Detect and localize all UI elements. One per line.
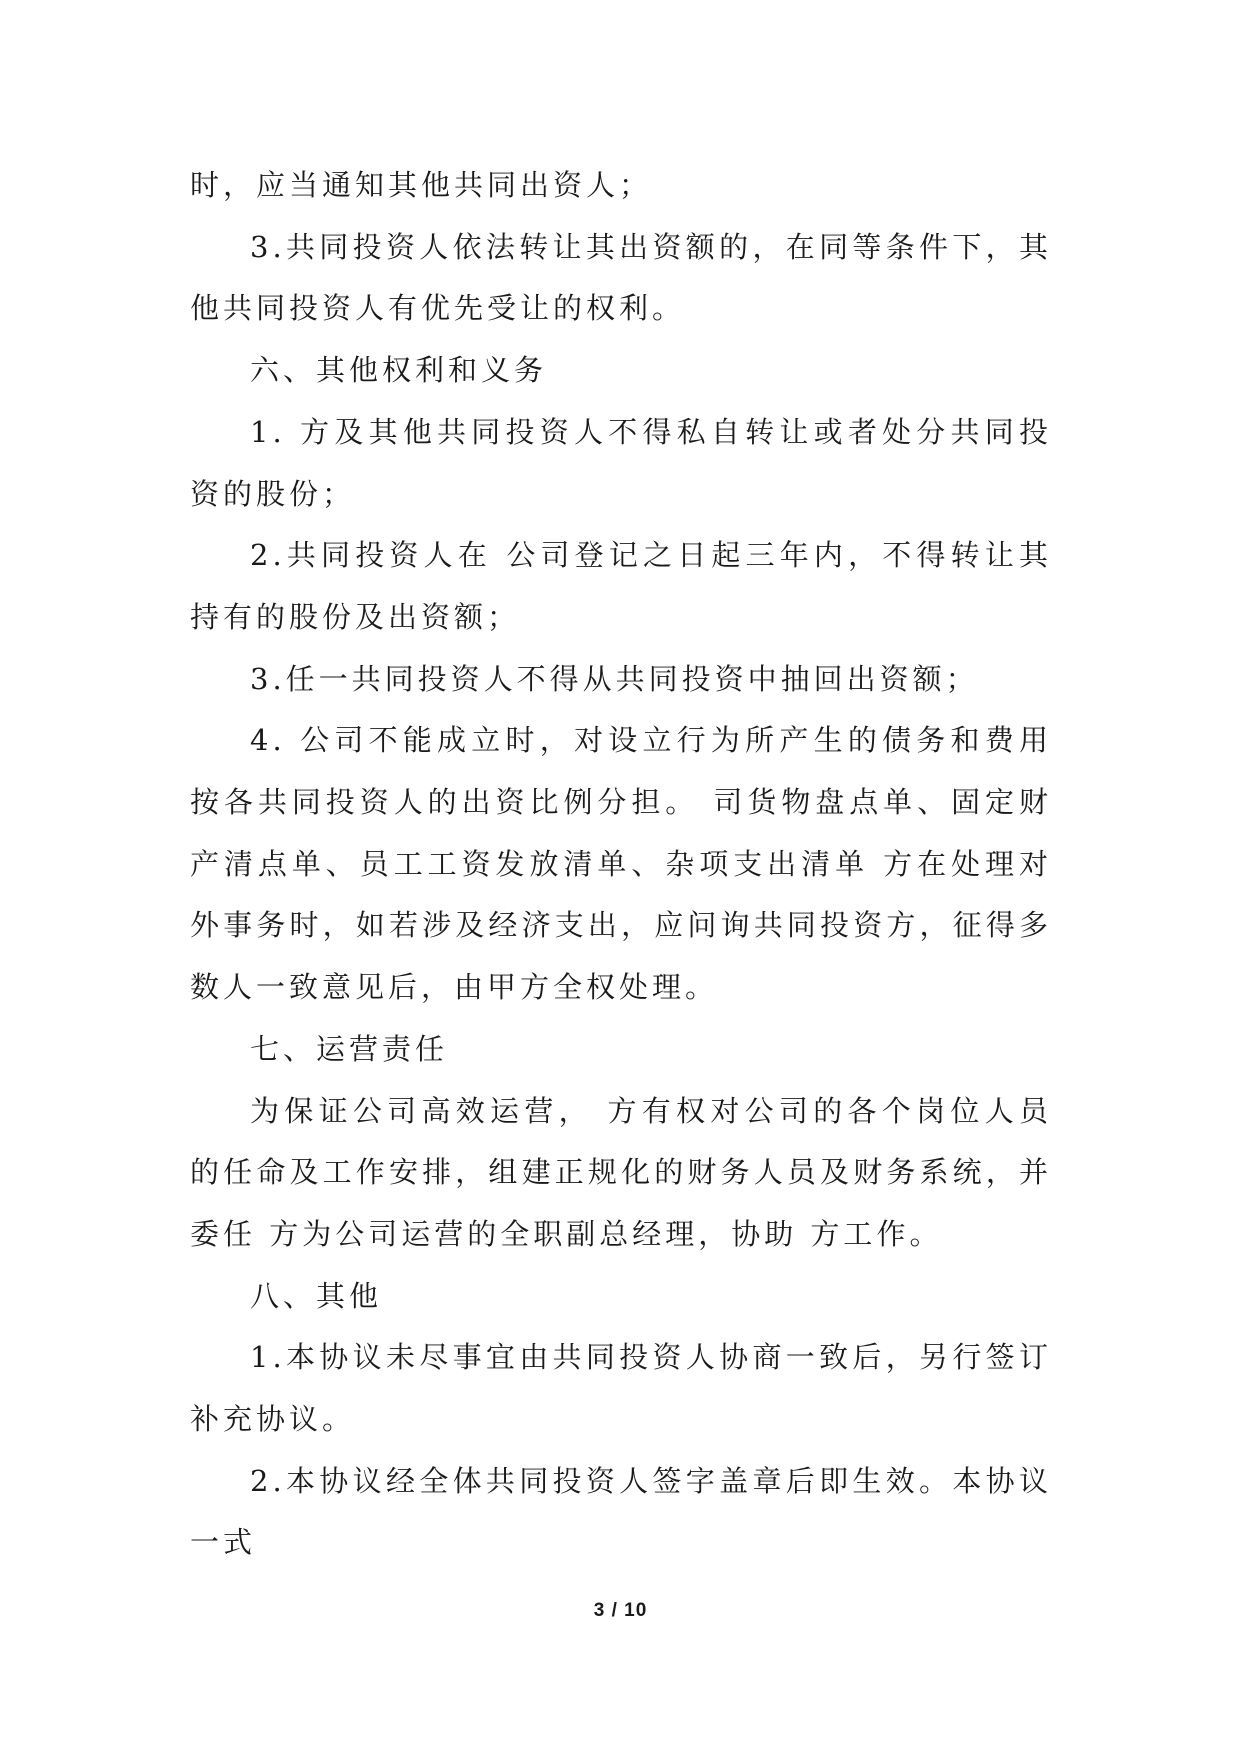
paragraph-clause-6-2: 2.共同投资人在 公司登记之日起三年内，不得转让其持有的股份及出资额；	[190, 538, 1052, 634]
section-heading-6: 六、其他权利和义务	[250, 353, 548, 388]
paragraph-clause-8-1: 1.本协议未尽事宜由共同投资人协商一致后，另行签订补充协议。	[190, 1340, 1052, 1437]
paragraph-clause-8-2: 2.本协议经全体共同投资人签字盖章后即生效。本协议一式	[190, 1463, 1052, 1560]
page-number: 3 / 10	[593, 1600, 648, 1621]
paragraph-clause-5-3: 3.共同投资人依法转让其出资额的，在同等条件下，其他共同投资人有优先受让的权利。	[190, 229, 1052, 326]
paragraph-clause-6-1: 1. 方及其他共同投资人不得私自转让或者处分共同投资的股份；	[190, 414, 1052, 511]
section-heading-8: 八、其他	[250, 1278, 383, 1313]
document-body	[190, 155, 1052, 1574]
paragraph-clause-6-3: 3.任一共同投资人不得从共同投资中抽回出资额；	[250, 661, 979, 696]
paragraph-continuation: 时，应当通知其他共同出资人；	[190, 168, 653, 202]
paragraph-operations: 为保证公司高效运营， 方有权对公司的各个岗位人员的任命及工作安排，组建正规化的财务人员及财务系统，并委任 方为公司运营的全职副总经理，协助 方工作。	[190, 1093, 1052, 1251]
section-heading-7: 七、运营责任	[250, 1031, 449, 1066]
paragraph-clause-6-4: 4. 公司不能成立时，对设立行为所产生的债务和费用按各共同投资人的出资比例分担。 司货物盘点单、固定财产清点单、员工工资发放清单、杂项支出清单 方在处理对外事务时，如若涉及经济支出，应问询共同投资方，征得多数人一致意见后，由甲方全权处理。	[190, 723, 1052, 1005]
